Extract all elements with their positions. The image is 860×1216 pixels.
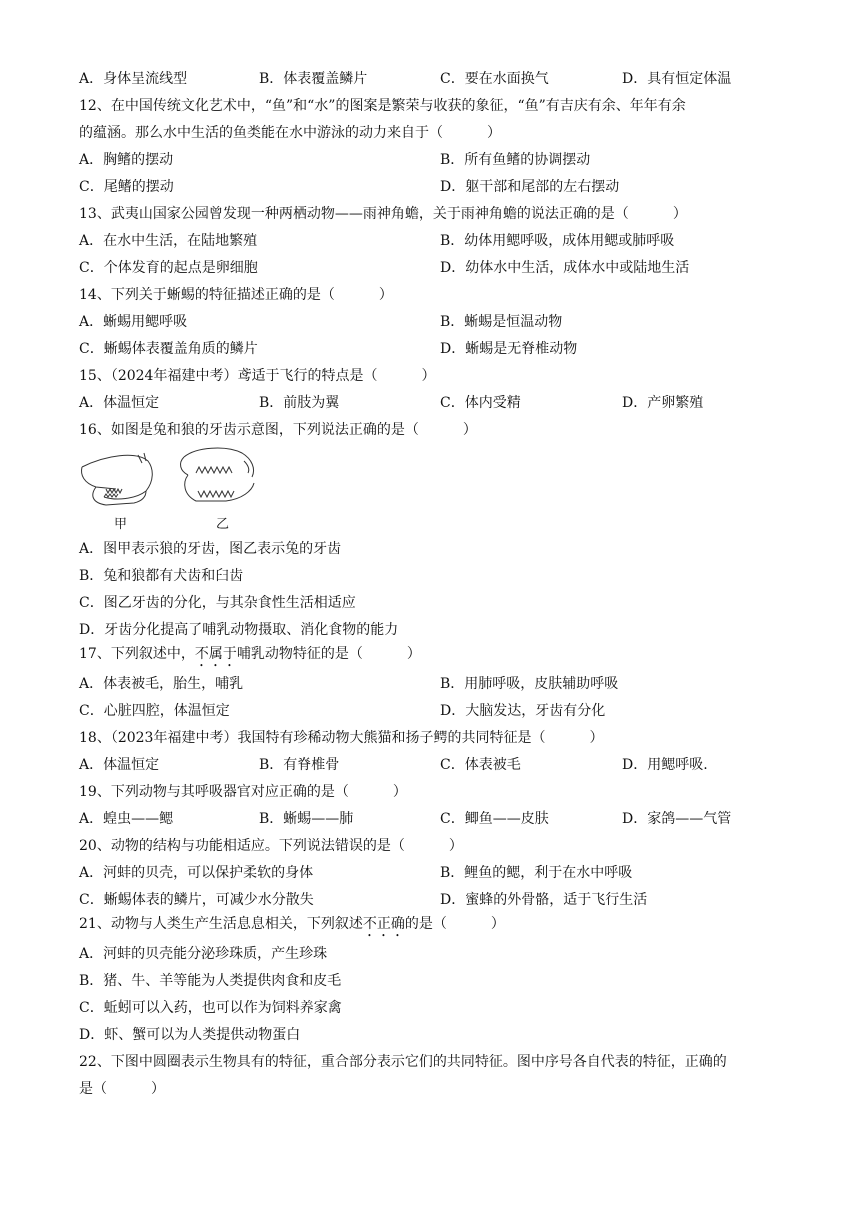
- q12-option-a: A．胸鳍的摆动: [79, 152, 174, 168]
- q18-option-a: A．体温恒定: [79, 757, 160, 773]
- q11-option-d: D．具有恒定体温: [622, 71, 732, 87]
- figure-label-yi: 乙: [216, 517, 230, 532]
- q14-option-b: B．蜥蜴是恒温动物: [440, 314, 563, 330]
- q13-option-a: A．在水中生活，在陆地繁殖: [79, 233, 258, 249]
- q20-stem: 20、动物的结构与功能相适应。下列说法错误的是（ ）: [79, 838, 463, 854]
- q14-option-c: C．蜥蜴体表覆盖角质的鳞片: [79, 341, 258, 357]
- q16-option-d: D．牙齿分化提高了哺乳动物摄取、消化食物的能力: [79, 622, 399, 638]
- q16-option-a: A．图甲表示狼的牙齿，图乙表示兔的牙齿: [79, 541, 342, 557]
- q21-option-d: D．虾、蟹可以为人类提供动物蛋白: [79, 1027, 301, 1043]
- q15-option-b: B．前肢为翼: [259, 395, 340, 411]
- q11-option-b: B．体表覆盖鳞片: [259, 71, 368, 87]
- q22-stem-line1: 22、下图中圆圈表示生物具有的特征，重合部分表示它们的共同特征。图中序号各自代表的特征，正确的: [79, 1054, 727, 1070]
- q12-option-b: B．所有鱼鳍的协调摆动: [440, 152, 591, 168]
- teeth-diagram-drawing: [76, 447, 276, 531]
- q15-option-c: C．体内受精: [440, 395, 521, 411]
- q14-option-a: A．蜥蜴用鳃呼吸: [79, 314, 188, 330]
- q12-stem-line1: 12、在中国传统文化艺术中，“鱼”和“水”的图案是繁荣与收获的象征，“鱼”有吉庆有余、年年有余: [79, 98, 686, 114]
- q18-option-d: D．用鳃呼吸.: [622, 757, 708, 773]
- q19-stem: 19、下列动物与其呼吸器官对应正确的是（ ）: [79, 784, 407, 800]
- q17-stem: 17、下列叙述中，不属于哺乳动物特征的是（ ）: [79, 646, 421, 662]
- q18-option-c: C．体表被毛: [440, 757, 521, 773]
- q15-option-a: A．体温恒定: [79, 395, 160, 411]
- q17-option-a: A．体表被毛，胎生，哺乳: [79, 676, 244, 692]
- q14-stem: 14、下列关于蜥蜴的特征描述正确的是（ ）: [79, 287, 393, 303]
- q15-stem: 15、（2024年福建中考）鸢适于飞行的特点是（ ）: [79, 368, 436, 384]
- q19-option-c: C．鲫鱼——皮肤: [440, 811, 549, 827]
- q20-option-a: A．河蚌的贝壳，可以保护柔软的身体: [79, 865, 314, 881]
- q17-option-b: B．用肺呼吸，皮肤辅助呼吸: [440, 676, 619, 692]
- q17-option-c: C．心脏四腔，体温恒定: [79, 703, 230, 719]
- q14-option-d: D．蜥蜴是无脊椎动物: [440, 341, 578, 357]
- q13-option-b: B．幼体用鳃呼吸，成体用鳃或肺呼吸: [440, 233, 675, 249]
- q18-option-b: B．有脊椎骨: [259, 757, 340, 773]
- emphasis-text: 不正确: [362, 916, 405, 932]
- q12-option-c: C．尾鳍的摆动: [79, 179, 174, 195]
- figure-label-jia: 甲: [114, 517, 128, 532]
- q17-option-d: D．大脑发达，牙齿有分化: [440, 703, 606, 719]
- q13-option-c: C．个体发育的起点是卵细胞: [79, 260, 258, 276]
- q13-stem: 13、武夷山国家公园曾发现一种两栖动物——雨神角蟾，关于雨神角蟾的说法正确的是（ ）: [79, 206, 687, 222]
- q16-stem: 16、如图是兔和狼的牙齿示意图，下列说法正确的是（ ）: [79, 422, 477, 438]
- q12-stem-line2: 的蕴涵。那么水中生活的鱼类能在水中游泳的动力来自于（ ）: [79, 125, 501, 141]
- q21-option-b: B．猪、牛、羊等能为人类提供肉食和皮毛: [79, 973, 342, 989]
- emphasis-text: 不属于: [194, 646, 237, 662]
- q20-option-c: C．蜥蜴体表的鳞片，可减少水分散失: [79, 892, 314, 908]
- q19-option-a: A．蝗虫——鳃: [79, 811, 174, 827]
- q18-stem: 18、（2023年福建中考）我国特有珍稀动物大熊猫和扬子鳄的共同特征是（ ）: [79, 730, 604, 746]
- q13-option-d: D．幼体水中生活，成体水中或陆地生活: [440, 260, 690, 276]
- q21-option-c: C．蚯蚓可以入药，也可以作为饲料养家禽: [79, 1000, 342, 1016]
- teeth-diagram: [76, 447, 276, 531]
- q21-stem: 21、动物与人类生产生活息息相关，下列叙述不正确的是（ ）: [79, 916, 505, 932]
- q12-option-d: D．躯干部和尾部的左右摆动: [440, 179, 620, 195]
- q11-option-c: C．要在水面换气: [440, 71, 549, 87]
- q21-option-a: A．河蚌的贝壳能分泌珍珠质，产生珍珠: [79, 946, 328, 962]
- q22-stem-line2: 是（ ）: [79, 1081, 165, 1097]
- q20-option-b: B．鲤鱼的鳃，利于在水中呼吸: [440, 865, 633, 881]
- q19-option-d: D．家鸽——气管: [622, 811, 732, 827]
- q19-option-b: B．蜥蜴——肺: [259, 811, 354, 827]
- q16-option-b: B．兔和狼都有犬齿和臼齿: [79, 568, 244, 584]
- q16-option-c: C．图乙牙齿的分化，与其杂食性生活相适应: [79, 595, 356, 611]
- q20-option-d: D．蜜蜂的外骨骼，适于飞行生活: [440, 892, 648, 908]
- q11-option-a: A．身体呈流线型: [79, 71, 188, 87]
- q15-option-d: D．产卵繁殖: [622, 395, 704, 411]
